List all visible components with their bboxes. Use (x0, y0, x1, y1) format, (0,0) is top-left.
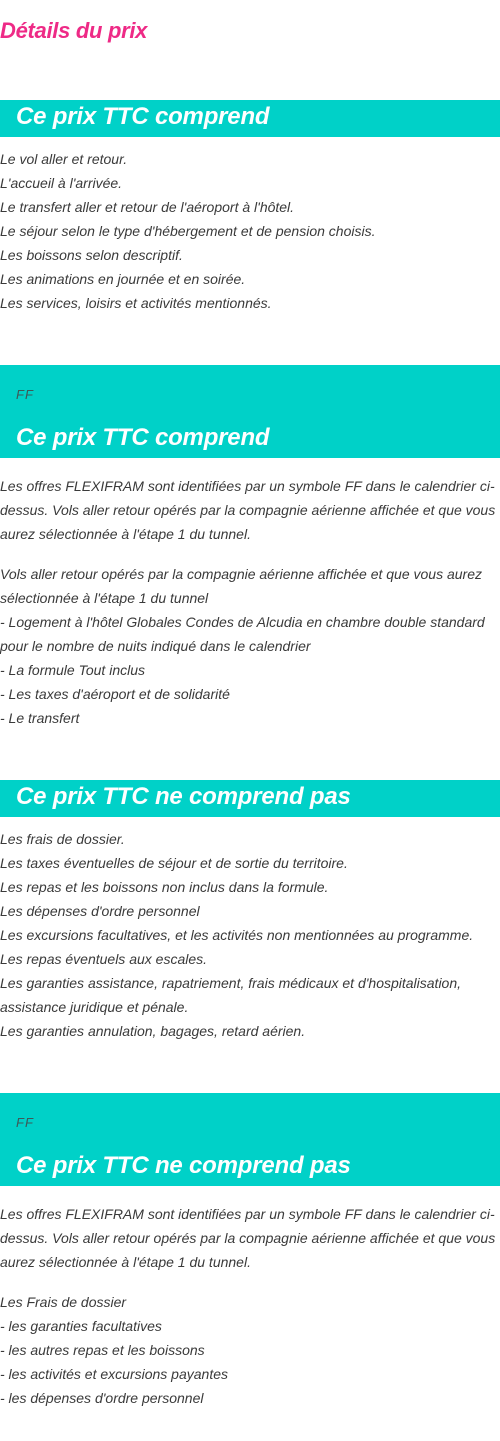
section-title: Ce prix TTC ne comprend pas (16, 1152, 351, 1179)
list-item: Vols aller retour opérés par la compagnie aérienne affichée et que vous aurez sélectionnée à l'étape 1 du tunnel (0, 566, 482, 606)
list-item: - Le transfert (0, 710, 80, 726)
list-item: - Les taxes d'aéroport et de solidarité (0, 686, 230, 702)
list-item: - les activités et excursions payantes (0, 1366, 228, 1382)
ff-includes-list (0, 562, 498, 730)
list-item: Les boissons selon descriptif. (0, 247, 183, 263)
list-item: Les repas et les boissons non inclus dans la formule. (0, 879, 329, 895)
list-item: Les services, loisirs et activités mentionnés. (0, 295, 272, 311)
list-item: Les animations en journée et en soirée. (0, 271, 246, 287)
list-item: Les frais de dossier. (0, 831, 125, 847)
ff-excludes-list (0, 1290, 498, 1410)
ff-tag: FF (16, 1115, 34, 1130)
list-item: Les dépenses d'ordre personnel (0, 903, 200, 919)
list-item: - La formule Tout inclus (0, 662, 145, 678)
section-header-excludes (0, 780, 500, 817)
section-header-ff-includes (0, 365, 500, 458)
excludes-list (0, 827, 498, 1043)
list-item: Les garanties annulation, bagages, retard aérien. (0, 1023, 306, 1039)
section-header-ff-excludes (0, 1093, 500, 1186)
list-item: Les Frais de dossier (0, 1294, 127, 1310)
section-title: Ce prix TTC ne comprend pas (16, 783, 351, 810)
list-item: Le transfert aller et retour de l'aéroport à l'hôtel. (0, 199, 295, 215)
list-item: - les dépenses d'ordre personnel (0, 1390, 204, 1406)
page-title: Détails du prix (0, 18, 148, 43)
list-item: - Logement à l'hôtel Globales Condes de Alcudia en chambre double standard pour le nombre de nuits indiqué dans le calendrier (0, 614, 485, 654)
list-item: Le séjour selon le type d'hébergement et de pension choisis. (0, 223, 376, 239)
list-item: L'accueil à l'arrivée. (0, 175, 123, 191)
list-item: Les taxes éventuelles de séjour et de sortie du territoire. (0, 855, 348, 871)
section-title: Ce prix TTC comprend (16, 424, 270, 451)
ff-intro-text: Les offres FLEXIFRAM sont identifiées par un symbole FF dans le calendrier ci-dessus. Vols aller retour opérés par la compagnie aérienne affichée et que vous aurez sélectionnée à l'étape 1 du tunnel. (0, 478, 496, 542)
list-item: Les repas éventuels aux escales. (0, 951, 208, 967)
list-item: Les excursions facultatives, et les activités non mentionnées au programme. (0, 927, 474, 943)
list-item: Les garanties assistance, rapatriement, frais médicaux et d'hospitalisation, assistance juridique et pénale. (0, 975, 462, 1015)
list-item: Le vol aller et retour. (0, 151, 128, 167)
section-title: Ce prix TTC comprend (16, 103, 270, 130)
includes-list (0, 147, 498, 315)
ff-intro-text: Les offres FLEXIFRAM sont identifiées par un symbole FF dans le calendrier ci-dessus. Vols aller retour opérés par la compagnie aérienne affichée et que vous aurez sélectionnée à l'étape 1 du tunnel. (0, 1206, 496, 1270)
list-item: - les autres repas et les boissons (0, 1342, 205, 1358)
section-header-includes (0, 100, 500, 137)
list-item: - les garanties facultatives (0, 1318, 162, 1334)
ff-tag: FF (16, 387, 34, 402)
